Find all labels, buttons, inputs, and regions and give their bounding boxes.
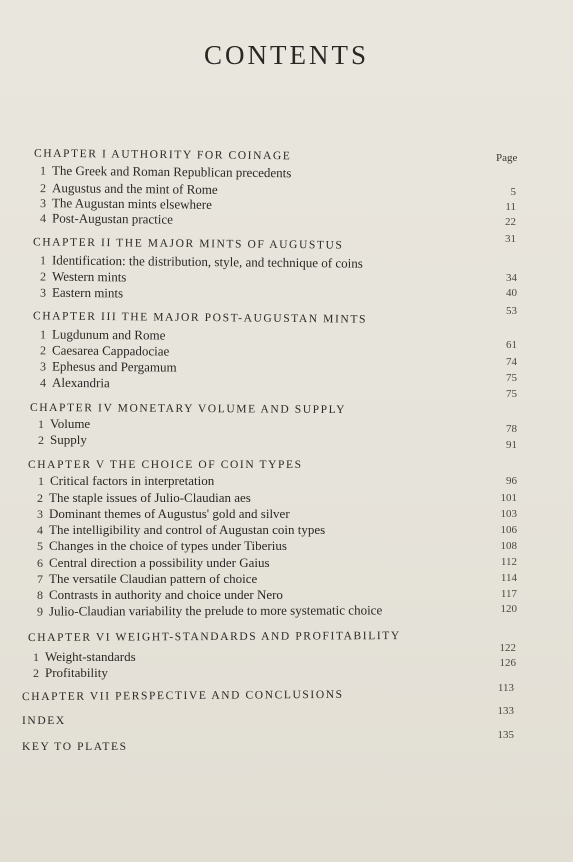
page-number: 108 [500, 540, 517, 552]
toc-entry [40, 163, 291, 182]
chapter-heading: CHAPTER IV MONETARY VOLUME AND SUPPLY [29, 401, 347, 417]
entry-title: Lugdunum and Rome [51, 326, 166, 343]
entry-title: Alexandria [51, 374, 110, 391]
page-number: 112 [500, 556, 517, 568]
chapter-heading: KEY TO PLATES [22, 741, 128, 753]
chapter-heading: CHAPTER III THE MAJOR POST-AUGUSTAN MINTS [32, 310, 368, 326]
toc-entry [38, 432, 87, 448]
page-number: 113 [497, 682, 514, 694]
page-number: 103 [500, 508, 517, 520]
entry-number: 9 [36, 604, 44, 619]
page-number: 53 [506, 305, 517, 317]
entry-title: Profitability [45, 665, 108, 680]
toc-entry [40, 210, 173, 227]
page-number: 75 [506, 388, 517, 400]
toc-entry [38, 473, 214, 489]
toc-entry [37, 490, 251, 506]
entry-title: Contrasts in authority and choice under Nero [49, 587, 283, 602]
entry-number: 2 [39, 343, 47, 358]
entry-title: The Greek and Roman Republican precedents [51, 162, 292, 181]
toc-entry [37, 602, 382, 619]
toc-entry [40, 326, 166, 343]
page-number: 106 [500, 524, 517, 536]
page-number: 114 [500, 572, 517, 584]
entry-title: Critical factors in interpretation [50, 473, 215, 488]
page-number: 135 [497, 729, 514, 741]
toc-entry [37, 506, 290, 522]
page-number: 101 [500, 492, 517, 504]
page-title: CONTENTS [204, 40, 369, 70]
entry-number: 2 [39, 269, 47, 284]
toc-entry [37, 555, 270, 571]
page-number: 40 [506, 287, 517, 299]
page-number: 96 [506, 475, 517, 487]
page-number: 31 [505, 233, 516, 245]
entry-number: 2 [37, 491, 43, 505]
page-number: 91 [506, 439, 517, 451]
page-number: 78 [506, 423, 517, 435]
page-number: 5 [510, 186, 516, 198]
toc-entry [40, 285, 123, 302]
chapter-heading: CHAPTER I AUTHORITY FOR COINAGE [33, 147, 292, 163]
chapter-heading: CHAPTER VI WEIGHT-STANDARDS AND PROFITABILITY [27, 630, 401, 644]
entry-number: 1 [38, 417, 44, 431]
chapter-heading: INDEX [22, 715, 66, 727]
toc-entry [33, 649, 136, 665]
entry-number: 2 [39, 181, 47, 196]
page-number: 22 [505, 216, 516, 228]
page-number: 34 [506, 272, 517, 284]
entry-title: Changes in the choice of types under Tiberius [49, 538, 287, 553]
toc-entry [40, 375, 110, 392]
page-number: 74 [506, 356, 517, 368]
toc-entry [40, 358, 177, 375]
entry-number: 1 [39, 327, 47, 342]
entry-number: 4 [37, 523, 43, 537]
page-number: 61 [506, 339, 517, 351]
entry-number: 3 [39, 196, 47, 211]
entry-number: 8 [37, 588, 43, 602]
entry-title: Augustus and the mint of Rome [51, 180, 218, 197]
entry-number: 2 [33, 666, 39, 680]
entry-number: 1 [39, 253, 47, 268]
entry-number: 6 [37, 556, 43, 570]
entry-title: The Augustan mints elsewhere [51, 195, 213, 212]
entry-number: 2 [38, 433, 44, 447]
entry-number: 3 [39, 285, 47, 300]
entry-title: Supply [50, 432, 87, 447]
toc-entry [37, 538, 287, 554]
entry-number: 4 [39, 211, 47, 226]
page-number: 75 [506, 372, 517, 384]
entry-title: The versatile Claudian pattern of choice [49, 571, 258, 586]
toc-entry [37, 587, 283, 603]
entry-title: Weight-standards [45, 649, 136, 664]
entry-title: Ephesus and Pergamum [51, 358, 177, 375]
entry-number: 1 [33, 650, 39, 664]
entry-number: 3 [39, 359, 47, 374]
chapter-heading: CHAPTER II THE MAJOR MINTS OF AUGUSTUS [32, 236, 344, 252]
entry-title: Western mints [51, 268, 127, 285]
toc-entry [38, 416, 90, 432]
entry-number: 4 [39, 375, 47, 390]
page-number: 120 [500, 603, 517, 615]
entry-title: Eastern mints [51, 284, 124, 301]
entry-number: 1 [38, 474, 44, 488]
entry-title: The intelligibility and control of Augustan coin types [49, 522, 326, 537]
page-column-label: Page [496, 152, 518, 164]
entry-title: Julio-Claudian variability the prelude to more systematic choice [48, 602, 383, 619]
toc-entry [37, 571, 257, 587]
entry-title: Identification: the distribution, style, and technique of coins [51, 252, 363, 271]
entry-title: Caesarea Cappadociae [51, 342, 170, 359]
entry-title: Central direction a possibility under Gaius [49, 555, 270, 570]
page-number: 122 [499, 642, 516, 654]
page-number: 11 [505, 201, 516, 213]
page-number: 133 [497, 705, 514, 717]
entry-title: Post-Augustan practice [51, 210, 174, 227]
entry-number: 1 [39, 163, 47, 178]
toc-entry [40, 342, 169, 359]
entry-number: 5 [37, 539, 43, 553]
toc-entry [40, 269, 127, 286]
toc-entry [37, 522, 325, 538]
page-number: 117 [500, 588, 517, 600]
entry-number: 3 [37, 507, 43, 521]
entry-title: Dominant themes of Augustus' gold and silver [49, 506, 290, 521]
entry-number: 7 [37, 572, 43, 586]
chapter-heading: CHAPTER VII PERSPECTIVE AND CONCLUSIONS [21, 688, 344, 704]
chapter-heading: CHAPTER V THE CHOICE OF COIN TYPES [28, 459, 303, 471]
toc-entry [33, 665, 108, 681]
page-number: 126 [499, 657, 516, 669]
entry-title: The staple issues of Julio-Claudian aes [49, 490, 251, 505]
entry-title: Volume [50, 416, 91, 431]
